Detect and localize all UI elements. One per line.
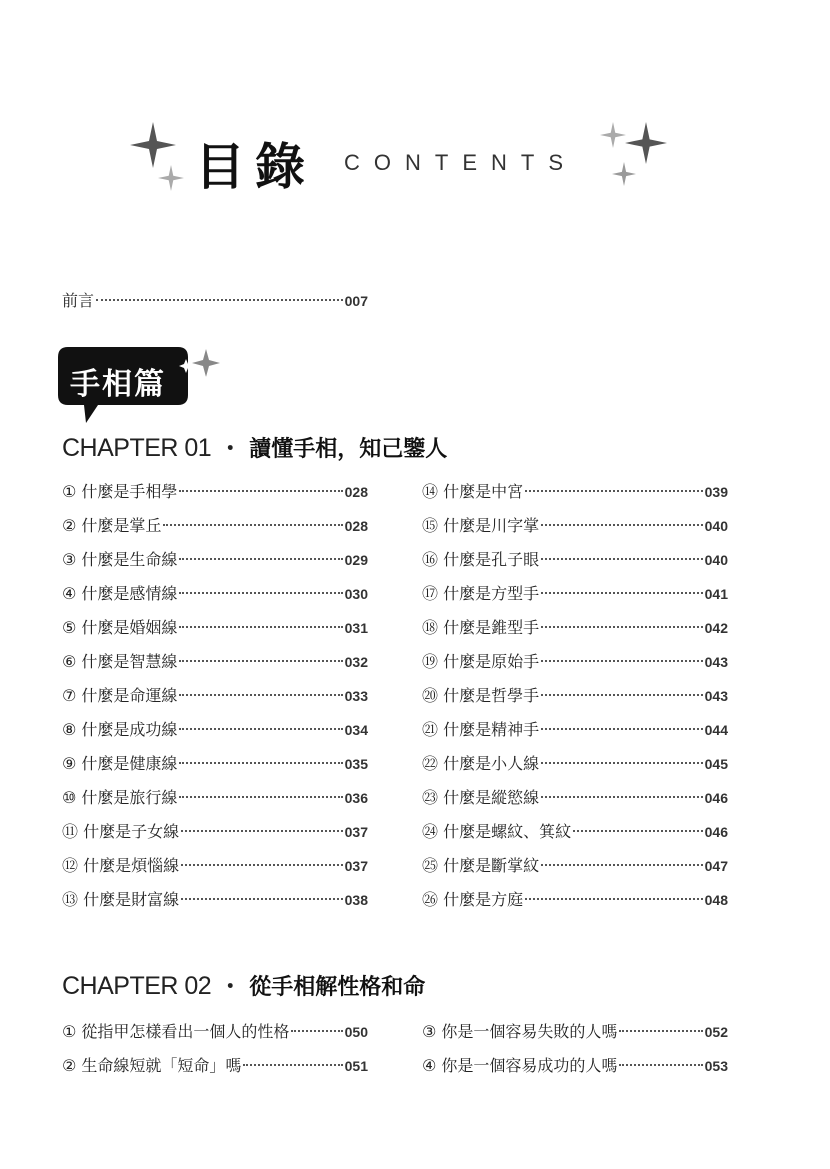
toc-page-number: 053 — [704, 1058, 728, 1074]
dot-leader — [291, 1030, 342, 1032]
toc-page-number: 033 — [344, 688, 368, 704]
sparkle-large-left-icon — [130, 122, 176, 168]
toc-page-number: 046 — [704, 790, 728, 806]
toc-page-number: 035 — [344, 756, 368, 772]
toc-label: ⑮ 什麼是川字掌 — [422, 516, 540, 535]
toc-row[interactable] — [422, 1056, 728, 1078]
toc-row[interactable] — [422, 618, 728, 640]
chapter-heading-01 — [62, 432, 447, 463]
dot-leader — [179, 762, 342, 764]
dot-leader — [541, 694, 703, 696]
toc-label: ⑩ 什麼是旅行線 — [62, 788, 178, 807]
toc-row[interactable] — [422, 788, 728, 810]
toc-page-number: 036 — [344, 790, 368, 806]
toc-page-number: 051 — [344, 1058, 368, 1074]
part-badge-label: 手相篇 — [70, 367, 166, 402]
chapter-heading-02 — [62, 970, 425, 1001]
toc-label: ④ 什麼是感情線 — [62, 584, 178, 603]
toc-page-number: 052 — [704, 1024, 728, 1040]
toc-row[interactable] — [62, 584, 368, 606]
dot-leader — [243, 1064, 342, 1066]
toc-page-number: 032 — [344, 654, 368, 670]
toc-label: ⑬ 什麼是財富線 — [62, 890, 180, 909]
toc-row[interactable] — [422, 482, 728, 504]
dot-leader — [179, 490, 342, 492]
toc-label: ② 什麼是掌丘 — [62, 516, 162, 535]
toc-page-number: 043 — [704, 688, 728, 704]
toc-page-number: 039 — [704, 484, 728, 500]
chapter-number: CHAPTER 01 — [62, 434, 212, 462]
toc-row[interactable] — [422, 754, 728, 776]
toc-row[interactable] — [62, 1022, 368, 1044]
chapter-title: 從手相解性格和命 — [249, 975, 426, 1000]
toc-page-number: 038 — [344, 892, 368, 908]
dot-leader — [525, 490, 703, 492]
toc-row[interactable] — [422, 550, 728, 572]
dot-leader — [525, 898, 703, 900]
sparkle-small-left-icon — [158, 165, 184, 191]
toc-page-number: 040 — [704, 518, 728, 534]
toc-row[interactable] — [62, 550, 368, 572]
toc-page-number: 048 — [704, 892, 728, 908]
toc-label: ⑤ 什麼是婚姻線 — [62, 618, 178, 637]
dot-leader — [541, 762, 703, 764]
toc-row[interactable] — [422, 686, 728, 708]
toc-label: ㉔ 什麼是螺紋、箕紋 — [422, 822, 572, 841]
toc-label: ㉖ 什麼是方庭 — [422, 890, 524, 909]
toc-label: ⑯ 什麼是孔子眼 — [422, 550, 540, 569]
toc-label: ⑱ 什麼是錐型手 — [422, 618, 540, 637]
dot-leader — [541, 864, 703, 866]
dot-leader — [181, 898, 343, 900]
dot-leader — [541, 796, 703, 798]
toc-row[interactable] — [62, 890, 368, 912]
dot-leader — [541, 592, 703, 594]
dot-leader — [541, 660, 703, 662]
toc-row[interactable] — [422, 584, 728, 606]
toc-page-number: 042 — [704, 620, 728, 636]
dot-leader — [96, 299, 343, 301]
toc-page-number: 030 — [344, 586, 368, 602]
toc-row[interactable] — [422, 856, 728, 878]
toc-row[interactable] — [62, 1056, 368, 1078]
dot-leader — [179, 694, 342, 696]
toc-label: ⑧ 什麼是成功線 — [62, 720, 178, 739]
toc-page-number: 040 — [704, 552, 728, 568]
dot-leader — [179, 558, 342, 560]
chapter-title: 讀懂手相，知己鑒人 — [249, 437, 448, 462]
dot-leader — [573, 830, 703, 832]
toc-row[interactable] — [422, 890, 728, 912]
toc-row[interactable] — [62, 482, 368, 504]
toc-row-preface[interactable] — [62, 291, 368, 313]
toc-row[interactable] — [62, 618, 368, 640]
dot-leader — [179, 592, 342, 594]
dot-leader — [181, 830, 343, 832]
toc-label: ③ 什麼是生命線 — [62, 550, 178, 569]
toc-label: ① 從指甲怎樣看出一個人的性格 — [62, 1022, 290, 1041]
toc-page-number: 043 — [704, 654, 728, 670]
sparkle-large-right-icon — [625, 122, 667, 164]
toc-page-number: 031 — [344, 620, 368, 636]
toc-label: ㉒ 什麼是小人線 — [422, 754, 540, 773]
toc-page-number: 007 — [344, 293, 368, 309]
toc-row[interactable] — [62, 686, 368, 708]
toc-row[interactable] — [62, 754, 368, 776]
toc-page-number: 046 — [704, 824, 728, 840]
toc-row[interactable] — [62, 720, 368, 742]
toc-page-number: 045 — [704, 756, 728, 772]
toc-label: ㉕ 什麼是斷掌紋 — [422, 856, 540, 875]
dot-leader — [541, 558, 703, 560]
toc-label: ⑪ 什麼是子女線 — [62, 822, 180, 841]
dot-leader — [179, 728, 342, 730]
toc-page-number: 050 — [344, 1024, 368, 1040]
toc-label: ㉑ 什麼是精神手 — [422, 720, 540, 739]
toc-row[interactable] — [422, 1022, 728, 1044]
chapter-number: CHAPTER 02 — [62, 972, 212, 1000]
toc-label: ⑭ 什麼是中宮 — [422, 482, 524, 501]
toc-page-number: 047 — [704, 858, 728, 874]
chapter-separator: ・ — [219, 975, 242, 1000]
dot-leader — [179, 626, 342, 628]
toc-label: ⑨ 什麼是健康線 — [62, 754, 178, 773]
dot-leader — [181, 864, 343, 866]
page-title-english: CONTENTS — [344, 150, 577, 175]
toc-page-number: 028 — [344, 518, 368, 534]
dot-leader — [619, 1030, 702, 1032]
toc-label: ⑲ 什麼是原始手 — [422, 652, 540, 671]
dot-leader — [163, 524, 342, 526]
toc-row[interactable] — [62, 788, 368, 810]
toc-label: ③ 你是一個容易失敗的人嗎 — [422, 1022, 618, 1041]
dot-leader — [179, 660, 342, 662]
dot-leader — [541, 626, 703, 628]
toc-label: ⑦ 什麼是命運線 — [62, 686, 178, 705]
toc-label: ① 什麼是手相學 — [62, 482, 178, 501]
toc-label: ㉓ 什麼是縱慾線 — [422, 788, 540, 807]
toc-row[interactable] — [422, 652, 728, 674]
toc-label: ④ 你是一個容易成功的人嗎 — [422, 1056, 618, 1075]
toc-row[interactable] — [62, 822, 368, 844]
chapter-separator: ・ — [219, 437, 242, 462]
sparkle-small-right-icon — [600, 122, 626, 148]
toc-label: ⑳ 什麼是哲學手 — [422, 686, 540, 705]
toc-label: ② 生命線短就「短命」嗎 — [62, 1056, 242, 1075]
toc-row[interactable] — [422, 720, 728, 742]
page-title-chinese: 目錄 — [195, 138, 315, 196]
toc-page-number: 041 — [704, 586, 728, 602]
toc-row[interactable] — [422, 822, 728, 844]
dot-leader — [541, 728, 703, 730]
toc-label: ⑫ 什麼是煩惱線 — [62, 856, 180, 875]
dot-leader — [179, 796, 342, 798]
toc-row[interactable] — [62, 516, 368, 538]
toc-page-number: 037 — [344, 858, 368, 874]
toc-label: ⑰ 什麼是方型手 — [422, 584, 540, 603]
toc-label: ⑥ 什麼是智慧線 — [62, 652, 178, 671]
sparkle-tiny-right-icon — [612, 162, 636, 186]
toc-page-number: 044 — [704, 722, 728, 738]
toc-row[interactable] — [62, 652, 368, 674]
toc-page-number: 028 — [344, 484, 368, 500]
toc-page-number: 034 — [344, 722, 368, 738]
dot-leader — [541, 524, 703, 526]
toc-row[interactable] — [62, 856, 368, 878]
toc-page-number: 037 — [344, 824, 368, 840]
toc-page-number: 029 — [344, 552, 368, 568]
toc-label: 前言 — [62, 291, 95, 310]
dot-leader — [619, 1064, 702, 1066]
toc-row[interactable] — [422, 516, 728, 538]
